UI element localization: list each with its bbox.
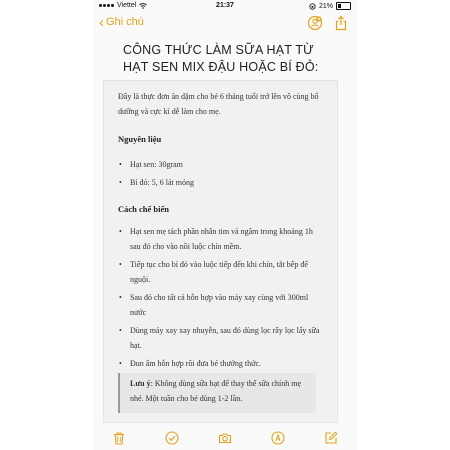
list-item: • Hạt sen: 30gram [118, 157, 318, 172]
share-icon[interactable] [333, 15, 349, 31]
share-person-icon[interactable] [307, 15, 323, 31]
nav-actions [307, 15, 349, 31]
ingredients-list [118, 157, 318, 193]
back-label: Ghi chú [106, 16, 144, 28]
status-right [309, 2, 351, 10]
list-item: • Đun ấm hỗn hợp rồi đưa bé thưởng thức. [118, 356, 322, 371]
list-item: • Bí đỏ: 5, 6 lát mỏng [118, 175, 318, 190]
checklist-icon[interactable] [165, 431, 179, 445]
chevron-left-icon: ‹ [99, 13, 104, 31]
camera-icon[interactable] [218, 431, 232, 445]
lock-rotation-icon [309, 3, 316, 10]
phone-screen [93, 0, 357, 450]
list-item: • Hạt sen mẹ tách phần nhân tim và ngâm trong khoảng 1h sau đó cho vào nồi luộc chín mềm. [118, 224, 322, 254]
markup-icon[interactable] [271, 431, 285, 445]
tip-label: Lưu ý [130, 379, 151, 388]
battery-percent: 21% [318, 2, 333, 10]
note-title[interactable]: CÔNG THỨC LÀM SỮA HẠT TỪ HẠT SEN MIX ĐẬU HOẶC BÍ ĐỎ: [123, 43, 319, 74]
note-content-card[interactable] [103, 80, 338, 423]
bottom-toolbar [93, 428, 357, 448]
list-item: • Dùng máy xay xay nhuyễn, sau đó dùng lọc rây lọc lấy sữa hạt. [118, 323, 322, 353]
status-time: 21:37 [216, 2, 234, 9]
list-item: • Tiếp tục cho bí đỏ vào luộc tiếp đến khi chín, tắt bếp để nguội. [118, 257, 322, 287]
ingredients-heading: Nguyên liệu [118, 134, 162, 144]
steps-list [118, 224, 322, 374]
compose-icon[interactable] [324, 431, 338, 445]
status-bar [93, 0, 357, 12]
tip-box [118, 373, 316, 413]
carrier-name: Viettel [117, 2, 137, 9]
tip-text: : Không dùng sữa hạt để thay thế sữa chính mẹ nhé. Một tuần cho bé dùng 1-2 lần. [130, 379, 302, 403]
back-button[interactable] [99, 13, 144, 31]
method-heading: Cách chế biến [118, 204, 169, 214]
battery-icon [336, 2, 351, 10]
note-intro: Đây là thực đơn ăn dặm cho bé 6 tháng tuổi trở lên vô cùng bổ dưỡng và cực kì dễ làm cho mẹ. [118, 92, 319, 116]
trash-icon[interactable] [112, 431, 126, 445]
list-item: • Sau đó cho tất cả hỗn hợp vào máy xay cùng với 300ml nước [118, 290, 322, 320]
nav-bar [93, 13, 357, 35]
